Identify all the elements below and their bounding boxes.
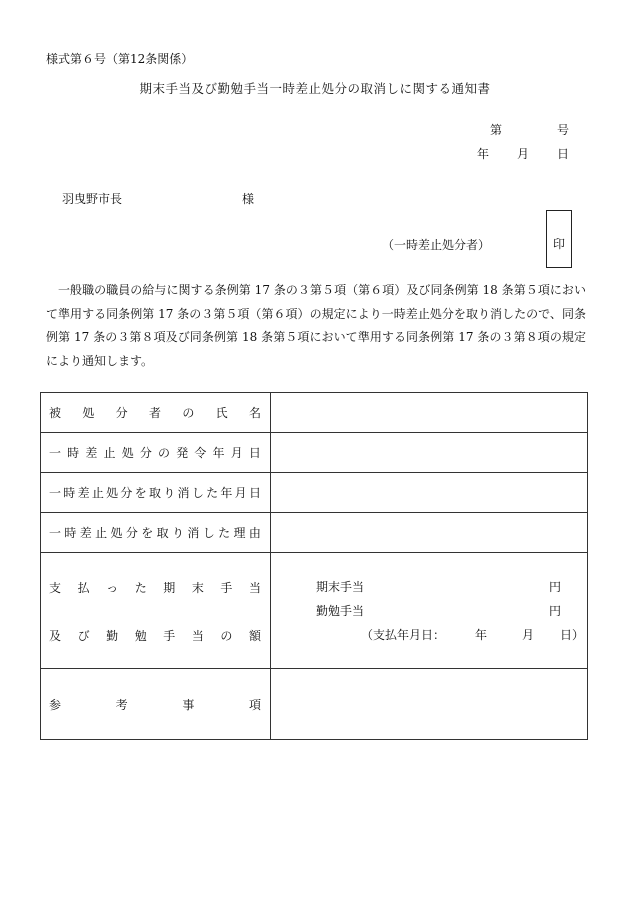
row-label-cancellation-date	[41, 473, 271, 513]
label-char: の	[182, 406, 195, 420]
label-char: 勉	[134, 629, 147, 643]
label-char: 年	[212, 446, 225, 460]
label-char: 一	[49, 446, 62, 460]
label-char: 参	[49, 697, 62, 712]
seal-label: 印	[552, 237, 565, 251]
diligence-allowance-line	[316, 602, 561, 619]
label-char: 手	[163, 629, 176, 643]
label-char: 差	[79, 526, 92, 540]
table-row	[41, 433, 588, 473]
payment-date-month: 月	[522, 628, 535, 642]
field-cancellation-date[interactable]	[271, 473, 588, 513]
date-day-label: 日	[557, 147, 570, 161]
table-row	[41, 553, 588, 669]
label-char: 期	[163, 581, 176, 595]
label-char: 月	[230, 446, 243, 460]
label-char: 消	[177, 486, 190, 500]
term-end-allowance-label: 期末手当	[316, 580, 365, 594]
label-char: の	[158, 446, 171, 460]
row-label-cancellation-reason	[41, 513, 271, 553]
term-end-allowance-line	[316, 578, 561, 595]
label-char: 理	[233, 526, 246, 540]
field-notes[interactable]	[271, 669, 588, 740]
row-label-notes	[41, 669, 271, 740]
label-char: 事	[182, 697, 195, 712]
label-char: 分	[120, 486, 133, 500]
label-char: 分	[139, 446, 152, 460]
label-char: た	[134, 581, 147, 595]
diligence-allowance-label: 勤勉手当	[316, 604, 365, 618]
diligence-allowance-yen: 円	[548, 604, 561, 618]
label-char: 差	[77, 486, 90, 500]
label-char: 氏	[215, 406, 228, 420]
label-char: 年	[220, 486, 233, 500]
table-row	[41, 393, 588, 433]
label-char: 令	[194, 446, 207, 460]
payment-date-year: 年	[475, 628, 488, 642]
label-char: し	[202, 526, 215, 540]
label-char: 考	[115, 697, 128, 712]
label-char: 取	[156, 526, 169, 540]
label-char: 当	[191, 629, 204, 643]
label-char: 末	[191, 581, 204, 595]
label-char: 当	[248, 581, 261, 595]
payment-date-line	[361, 626, 585, 643]
label-char: 手	[220, 581, 233, 595]
table-row	[41, 513, 588, 553]
label-char: 者	[148, 406, 161, 420]
label-char: 及	[49, 629, 62, 643]
field-cancellation-reason[interactable]	[271, 513, 588, 553]
label-char: 処	[106, 486, 119, 500]
label-char: 勤	[106, 629, 119, 643]
row-label-payment-amount	[41, 553, 271, 669]
label-char: 時	[64, 526, 77, 540]
table-row	[41, 669, 588, 740]
row-label-suspension-date	[41, 433, 271, 473]
label-char: 額	[248, 629, 261, 643]
label-char: 発	[176, 446, 189, 460]
notice-body: 一般職の職員の給与に関する条例第 17 条の３第５項（第６項）及び同条例第 18 条第５項において準用する同条例第 17 条の３第５項（第６項）の規定により一時差止処分を取り消したので、同条例第 17 条の３第８項及び同条例第 18 条第５項において準用する同条例第 17 条の３第８項の規定により通知します。	[46, 283, 586, 368]
seal-box	[546, 210, 572, 268]
date-month-label: 月	[517, 147, 530, 161]
label-char: 止	[91, 486, 104, 500]
addressee-honorific: 様	[242, 192, 255, 206]
label-char: 時	[67, 446, 80, 460]
label-char: 被	[49, 406, 62, 420]
reference-number-prefix: 第	[490, 123, 503, 137]
label-char: り	[172, 526, 185, 540]
label-char: 分	[115, 406, 128, 420]
document-title: 期末手当及び勤勉手当一時差止処分の取消しに関する通知書	[139, 81, 491, 96]
issuer-label: （一時差止処分者）	[382, 238, 491, 252]
term-end-allowance-yen: 円	[548, 580, 561, 594]
label-char: の	[220, 629, 233, 643]
label-char: り	[163, 486, 176, 500]
label-char: た	[218, 526, 231, 540]
label-char: 由	[248, 526, 261, 540]
label-char: 分	[125, 526, 138, 540]
table-row	[41, 473, 588, 513]
notice-table	[40, 392, 588, 740]
field-subject-name[interactable]	[271, 393, 588, 433]
label-char: 差	[85, 446, 98, 460]
label-char: 一	[49, 526, 62, 540]
payment-details	[271, 553, 587, 668]
field-suspension-date[interactable]	[271, 433, 588, 473]
field-payment-amount[interactable]	[271, 553, 588, 669]
date-year-label: 年	[477, 147, 490, 161]
label-char: 止	[103, 446, 116, 460]
label-char: 日	[248, 486, 261, 500]
label-char: 月	[234, 486, 247, 500]
label-char: 時	[63, 486, 76, 500]
label-char: 取	[148, 486, 161, 500]
row-label-subject-name	[41, 393, 271, 433]
label-char: を	[134, 486, 147, 500]
label-char: び	[77, 629, 90, 643]
label-char: っ	[106, 581, 119, 595]
label-char: 止	[95, 526, 108, 540]
label-char: 消	[187, 526, 200, 540]
label-char: 日	[248, 446, 261, 460]
reference-number-suffix: 号	[557, 123, 570, 137]
label-char: 処	[110, 526, 123, 540]
label-char: 名	[248, 406, 261, 420]
label-char: 支	[49, 581, 62, 595]
label-char: し	[191, 486, 204, 500]
form-number: 様式第６号（第12条関係）	[46, 52, 194, 66]
label-char: 一	[49, 486, 62, 500]
label-char: 処	[121, 446, 134, 460]
label-char: 処	[82, 406, 95, 420]
payment-date-day: 日）	[560, 628, 585, 642]
addressee-name: 羽曳野市長	[62, 192, 123, 206]
label-char: を	[141, 526, 154, 540]
label-char: 払	[77, 581, 90, 595]
label-char: 項	[248, 697, 261, 712]
label-char: た	[206, 486, 219, 500]
payment-date-label: （支払年月日：	[361, 628, 446, 642]
